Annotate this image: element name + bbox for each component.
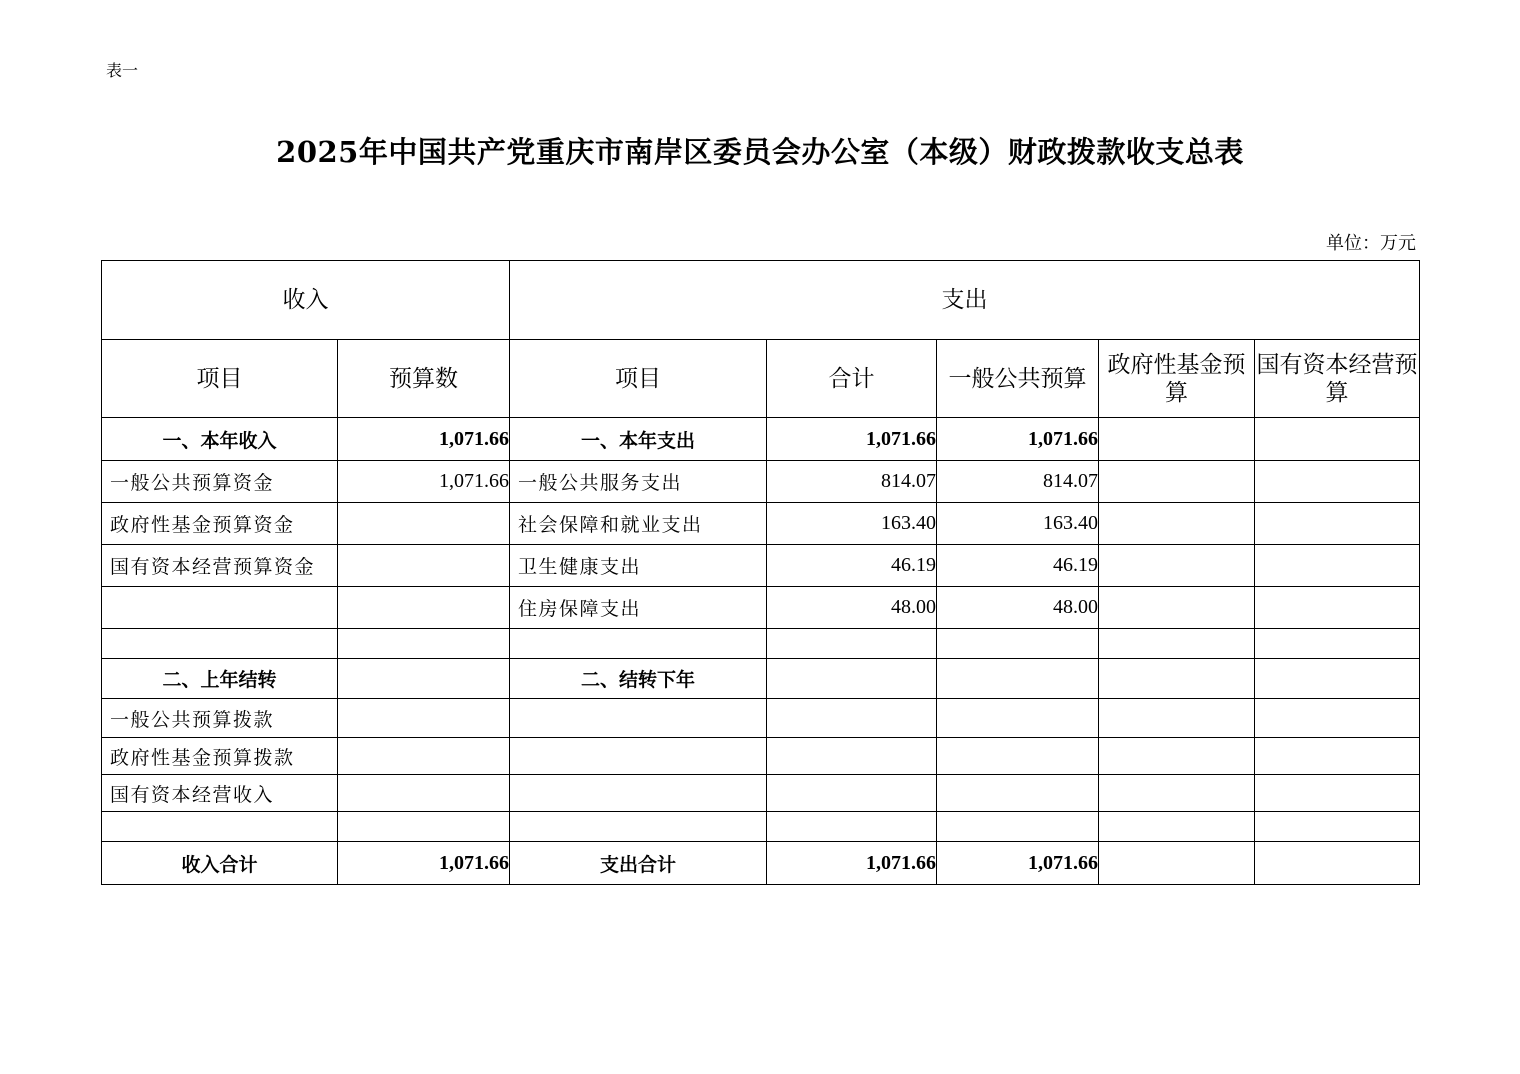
expense-state [1255, 699, 1420, 738]
column-header-row [102, 340, 1420, 418]
col-income-budget: 预算数 [338, 340, 510, 418]
expense-general: 48.00 [937, 587, 1099, 629]
empty-cell [338, 812, 510, 842]
empty-cell [102, 629, 338, 659]
empty-cell [1099, 812, 1255, 842]
expense-total [767, 738, 937, 775]
income-budget [338, 659, 510, 699]
expense-state [1255, 738, 1420, 775]
expense-fund [1099, 503, 1255, 545]
table-row [102, 812, 1420, 842]
income-header: 收入 [102, 261, 510, 340]
expense-fund [1099, 738, 1255, 775]
income-budget [338, 587, 510, 629]
expense-total [767, 699, 937, 738]
expense-general: 163.40 [937, 503, 1099, 545]
expense-state [1255, 775, 1420, 812]
expense-general [937, 699, 1099, 738]
income-budget [338, 503, 510, 545]
table-row [102, 545, 1420, 587]
expense-item: 住房保障支出 [510, 587, 767, 629]
expense-item [510, 699, 767, 738]
income-item: 国有资本经营收入 [102, 775, 338, 812]
table-label: 表一 [106, 61, 139, 80]
income-budget [338, 545, 510, 587]
expense-total: 1,071.66 [767, 418, 937, 461]
expense-fund [1099, 699, 1255, 738]
empty-cell [1255, 629, 1420, 659]
expense-fund [1099, 775, 1255, 812]
expense-general-total: 1,071.66 [937, 842, 1099, 885]
expense-general: 46.19 [937, 545, 1099, 587]
expense-total: 814.07 [767, 461, 937, 503]
unit-label: 单位：万元 [1326, 233, 1416, 254]
empty-cell [102, 812, 338, 842]
table-row [102, 629, 1420, 659]
income-item: 一般公共预算资金 [102, 461, 338, 503]
expense-total: 48.00 [767, 587, 937, 629]
income-item: 二、上年结转 [102, 659, 338, 699]
expense-fund [1099, 842, 1255, 885]
table-row [102, 503, 1420, 545]
expense-state [1255, 842, 1420, 885]
empty-cell [510, 629, 767, 659]
expense-item: 一、本年支出 [510, 418, 767, 461]
empty-cell [338, 629, 510, 659]
expense-general [937, 775, 1099, 812]
table-row [102, 587, 1420, 629]
table-row [102, 699, 1420, 738]
income-item: 国有资本经营预算资金 [102, 545, 338, 587]
col-expense-total: 合计 [767, 340, 937, 418]
expense-fund [1099, 587, 1255, 629]
empty-cell [1099, 629, 1255, 659]
table-row [102, 461, 1420, 503]
empty-cell [1255, 812, 1420, 842]
expense-general: 1,071.66 [937, 418, 1099, 461]
expense-state [1255, 503, 1420, 545]
col-fund-budget: 政府性基金预算 [1099, 340, 1255, 418]
expense-item [510, 775, 767, 812]
expense-item [510, 738, 767, 775]
table-row [102, 775, 1420, 812]
expense-item: 社会保障和就业支出 [510, 503, 767, 545]
budget-summary-table [101, 260, 1420, 885]
income-total-value: 1,071.66 [338, 842, 510, 885]
income-item: 政府性基金预算资金 [102, 503, 338, 545]
expense-total-label: 支出合计 [510, 842, 767, 885]
empty-cell [767, 629, 937, 659]
expense-general [937, 738, 1099, 775]
income-total-label: 收入合计 [102, 842, 338, 885]
expense-fund [1099, 659, 1255, 699]
income-budget [338, 699, 510, 738]
expense-header: 支出 [510, 261, 1420, 340]
table-row [102, 418, 1420, 461]
empty-cell [767, 812, 937, 842]
expense-total: 163.40 [767, 503, 937, 545]
expense-fund [1099, 545, 1255, 587]
expense-item: 一般公共服务支出 [510, 461, 767, 503]
table-row [102, 659, 1420, 699]
income-item: 政府性基金预算拨款 [102, 738, 338, 775]
expense-total [767, 659, 937, 699]
expense-item: 二、结转下年 [510, 659, 767, 699]
expense-state [1255, 659, 1420, 699]
empty-cell [510, 812, 767, 842]
total-row [102, 842, 1420, 885]
expense-general [937, 659, 1099, 699]
expense-total: 46.19 [767, 545, 937, 587]
income-budget: 1,071.66 [338, 418, 510, 461]
expense-state [1255, 461, 1420, 503]
expense-general: 814.07 [937, 461, 1099, 503]
income-budget: 1,071.66 [338, 461, 510, 503]
table-row [102, 738, 1420, 775]
expense-state [1255, 587, 1420, 629]
income-budget [338, 738, 510, 775]
income-budget [338, 775, 510, 812]
empty-cell [937, 629, 1099, 659]
col-general-budget: 一般公共预算 [937, 340, 1099, 418]
income-item: 一般公共预算拨款 [102, 699, 338, 738]
section-header-row [102, 261, 1420, 340]
col-expense-item: 项目 [510, 340, 767, 418]
col-state-capital-budget: 国有资本经营预算 [1255, 340, 1420, 418]
expense-total-value: 1,071.66 [767, 842, 937, 885]
expense-item: 卫生健康支出 [510, 545, 767, 587]
expense-fund [1099, 418, 1255, 461]
expense-total [767, 775, 937, 812]
income-item: 一、本年收入 [102, 418, 338, 461]
expense-fund [1099, 461, 1255, 503]
income-item [102, 587, 338, 629]
col-income-item: 项目 [102, 340, 338, 418]
empty-cell [937, 812, 1099, 842]
page-title: 2025年中国共产党重庆市南岸区委员会办公室（本级）财政拨款收支总表 [276, 135, 1244, 169]
expense-state [1255, 545, 1420, 587]
expense-state [1255, 418, 1420, 461]
